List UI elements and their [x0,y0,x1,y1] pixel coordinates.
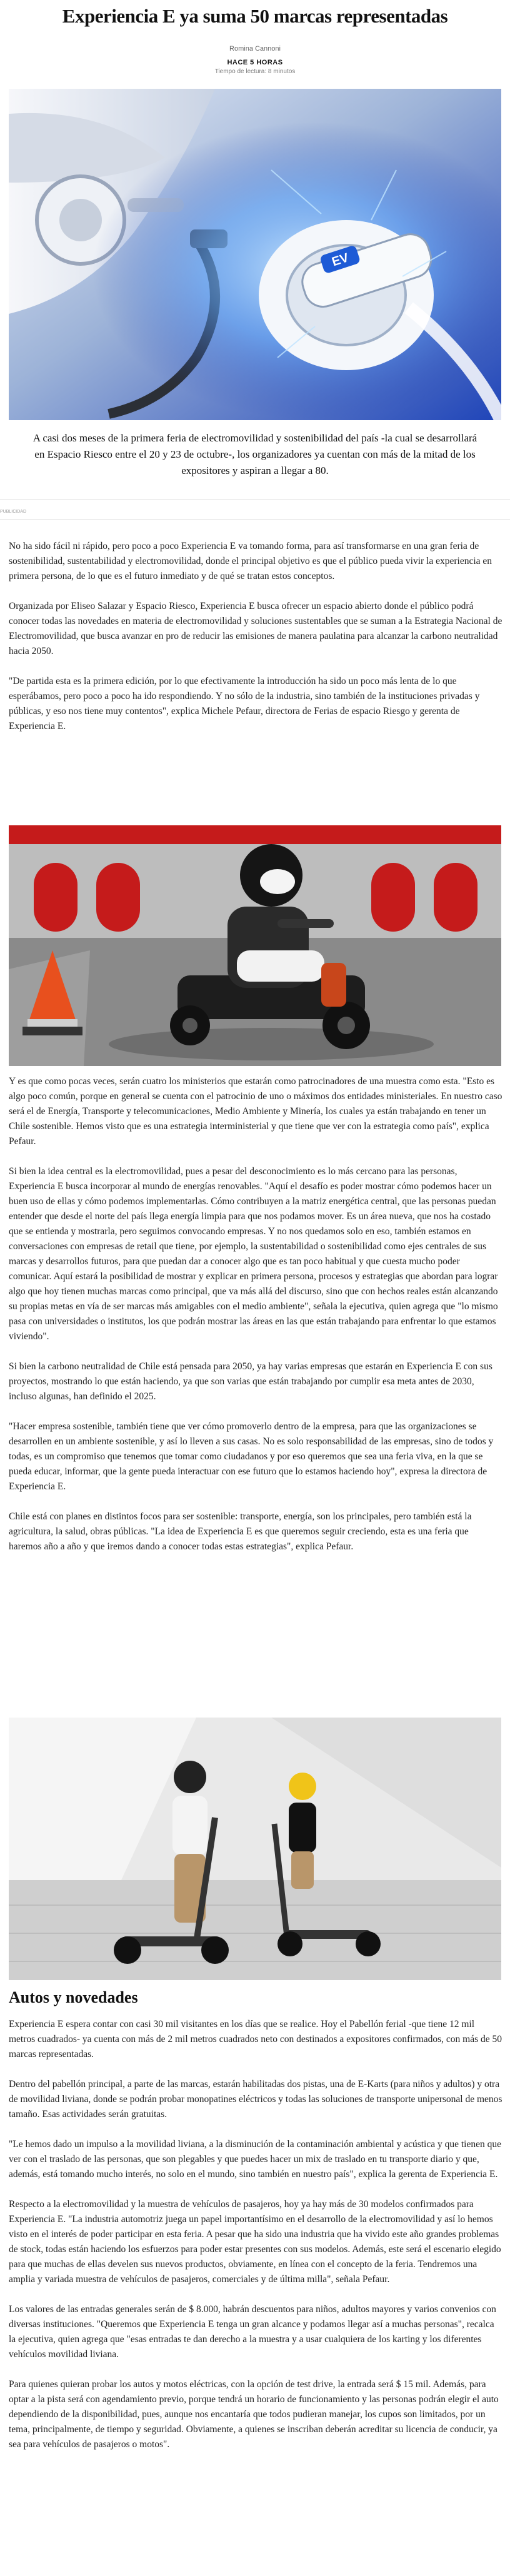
paragraph: "De partida esta es la primera edición, por lo que efectivamente la introducción ha sido un poco más lenta de lo que esperábamos, pero poco a poco ha ido respondiendo. Y no sólo de la industria, sino también de la instituciones privadas y públicas, y eso nos tiene muy contentos", explica Michele Pefaur, directora de Ferias de espacio Riesgo y gerenta de Experiencia E. [9,676,480,732]
paragraph: Si bien la carbono neutralidad de Chile está pensada para 2050, ya hay varias empresas que estarán en Experiencia E con sus proyectos, mostrando lo que están haciendo, ya que son varias que están trabajando por cumplir esa meta antes de 2030, incluso algunas, han definido el 2025. [9,1361,492,1402]
divider [0,519,510,520]
image-electric-kart [9,825,501,1066]
ev-plug-label: EV [330,251,351,269]
article-lead: A casi dos meses de la primera feria de electromovilidad y sostenibilidad del país -la cual se desarrollará en Espacio Riesco entre el 20 y 23 de octubre-, los organizadores ya cuentan con más de la mitad de los expositores y aspiran a llegar a 80. [32,432,478,476]
article-title: Experiencia E ya suma 50 marcas representadas [62,5,448,27]
paragraph: Dentro del pabellón principal, a parte de las marcas, estarán habilitadas dos pistas, una de E-Karts (para niños y adultos) y otra de movilidad liviana, donde se podrán probar monopatines eléctricos y todas las soluciones de transporte unipersonal de menos tamaño. Esas actividades serán gratuitas. [9,2079,502,2120]
paragraph: Respecto a la electromovilidad y la muestra de vehículos de pasajeros, hoy ya hay más de 30 modelos confirmados para Experiencia E. "La industria automotriz juega un papel importantísimo en el desarrollo de la electromovilidad y así lo hemos visto en el interés de poder participar en esta feria. A pesar que ha sido una industria que ha vivido este año grandes problemas de stock, todas están haciendo los esfuerzos para poder estar presentes con sus modelos. Además, este será el escenario elegido para que muchas de ellas develen sus nuevos productos, obviamente, en línea con el concepto de la feria. Tendremos una amplia y variada muestra de vehículos de pasajeros, comerciales y de última milla", señala Pefaur. [9,2199,501,2285]
hero-image-ev-charging [9,89,501,420]
reading-time: Tiempo de lectura: 8 minutos [214,68,296,75]
published-time: HACE 5 HORAS [227,59,283,66]
article-body-1 [9,539,502,749]
paragraph: Organizada por Eliseo Salazar y Espacio Riesco, Experiencia E busca ofrecer un espacio abierto donde el público podrá conocer todas las novedades en materia de electromovilidad y soluciones sustentables que se suman a la Estrategia Nacional de Electromovilidad, que busca avanzar en pro de reducir las emisiones de manera paulatina para alcanzar la carbono neutralidad hacia 2050. [9,601,502,657]
paragraph: Si bien la idea central es la electromovilidad, pues a pesar del desconocimiento es lo más cercano para las personas, Experiencia E busca incorporar al mundo de energías renovables. "Aquí el desafío es poder mostrar cómo podemos hacer un buen uso de ellas y cómo podemos implementarlas. Cómo contribuyen a la matriz energética central, que las personas puedan entender que desde el norte del país llega energía limpia para que nos podamos mover. Es un área nueva, que nos ha costado que se entienda y mostrarla, pero seguimos convocando empresas. Y no nos quedamos solo en eso, también estamos en conversaciones con empresas de retail que tiene, por ejemplo, la sustentabilidad o sostenibilidad como ejes centrales de sus marcas y desarrollos futuros, para que puedan dar a conocer algo que es tan poco habitual y que cuesta mucho poder comunicar. Aquí estará la posibilidad de mostrar y explicar en primera persona, procesos y estrategias que abordan para lograr algo que hoy tienen muchas marcas como principal, que va más allá del discurso, sino que con hechos reales están alcanzando su propias metas en vía de ser marcas más amigables con el medio ambiente", señala la ejecutiva, quien agrega que "lo mismo pasa con universidades o institutos, los que podrán mostrar las áreas en las que están trabajando para enfrentar lo que estamos viviendo". [9,1166,498,1342]
divider [0,499,510,500]
article-body-3 [9,1988,502,2467]
author-name[interactable]: Romina Cannoni [229,45,281,53]
paragraph: Para quienes quieran probar los autos y motos eléctricas, con la opción de test drive, la entrada será $ 15 mil. Además, para optar a la pista será con agendamiento previo, porque tendrá un horario de funcionamiento y las personas podrán elegir el auto dependiendo de la disponibilidad, pues, aunque nos encantaría que todos pudieran manejar, los cupos son limitados, por un tema, principalmente, de tiempo y seguridad. Obviamente, a quienes se inscriban deberán acreditar su licencia de conducir, ya sea para vehículos de pasajeros o motos". [9,2379,499,2450]
paragraph: "Hacer empresa sostenible, también tiene que ver cómo promoverlo dentro de la empresa, para que las organizaciones se desarrollen en un ambiente sostenible, y así lo lleven a sus casas. No es solo responsabilidad de las empresas, sino de todos y todas, es un compromiso que tenemos que tomar como ciudadanos y por eso queremos que sea una feria viva, en la que se pueda educar, informar, que la gente pueda interactuar con ese futuro que lo estamos haciendo hoy", expresa la directora de Experiencia E. [9,1421,494,1492]
paragraph: Y es que como pocas veces, serán cuatro los ministerios que estarán como patrocinadores de una muestra como esta. "Esto es algo poco común, porque en general se cuenta con el patrocinio de uno o máximos dos entidades ministeriales. En nuestro caso será el de Energía, Transporte y telecomunicaciones, Medio Ambiente y Minería, los cuales ya están trabajando en tener un Chile sostenible. Hemos visto que es una estrategia interministerial y que tiene que ver con la estrategia como país", explica Pefaur. [9,1076,502,1147]
paragraph: Chile está con planes en distintos focos para ser sostenible: transporte, energía, son los principales, pero también está la agricultura, la salud, obras públicas. "La idea de Experiencia E es que queremos seguir creciendo, esta es una feria que haremos año a año y que iremos dando a conocer todas estas estrategias", explica Pefaur. [9,1511,472,1552]
byline [0,45,510,75]
paragraph: Experiencia E espera contar con casi 30 mil visitantes en los días que se realice. Hoy el Pabellón ferial -que tiene 12 mil metros cuadrados- ya cuenta con más de 2 mil metros cuadrados neto con destinados a expositores confirmados, con más de 50 marcas representadas. [9,2019,502,2060]
paragraph: Los valores de las entradas generales serán de $ 8.000, habrán descuentos para niños, adultos mayores y varios convenios con diversas instituciones. "Queremos que Experiencia E tenga un gran alcance y podamos llegar así a muchas personas", recalca la ejecutiva, quien agrega que "esas entradas te dan derecho a la muestra y a usar cualquiera de los karting y los diferentes vehículos movilidad liviana. [9,2304,496,2360]
image-electric-scooters [9,1718,501,1980]
article-body-2 [9,1074,502,1569]
paragraph: "Le hemos dado un impulso a la movilidad liviana, a la disminución de la contaminación ambiental y acústica y que tienen que ver con el traslado de las personas, que son plegables y que puedes hacer un mix de traslado en tu transporte diario y que, además, está tomando mucho interés, no solo en el mundo, sino también en nuestro país", explica la gerenta de Experiencia E. [9,2139,501,2180]
ad-label: PUBLICIDAD [0,510,27,514]
paragraph: No ha sido fácil ni rápido, pero poco a poco Experiencia E va tomando forma, para así transformarse en una gran feria de sostenibilidad, sustentabilidad y electromovilidad, donde el principal objetivo es que el público pueda vivir la experiencia en primera persona, de lo que es el futuro inmediato y de qué se tratan estos conceptos. [9,541,492,581]
section-heading: Autos y novedades [9,1988,138,2006]
